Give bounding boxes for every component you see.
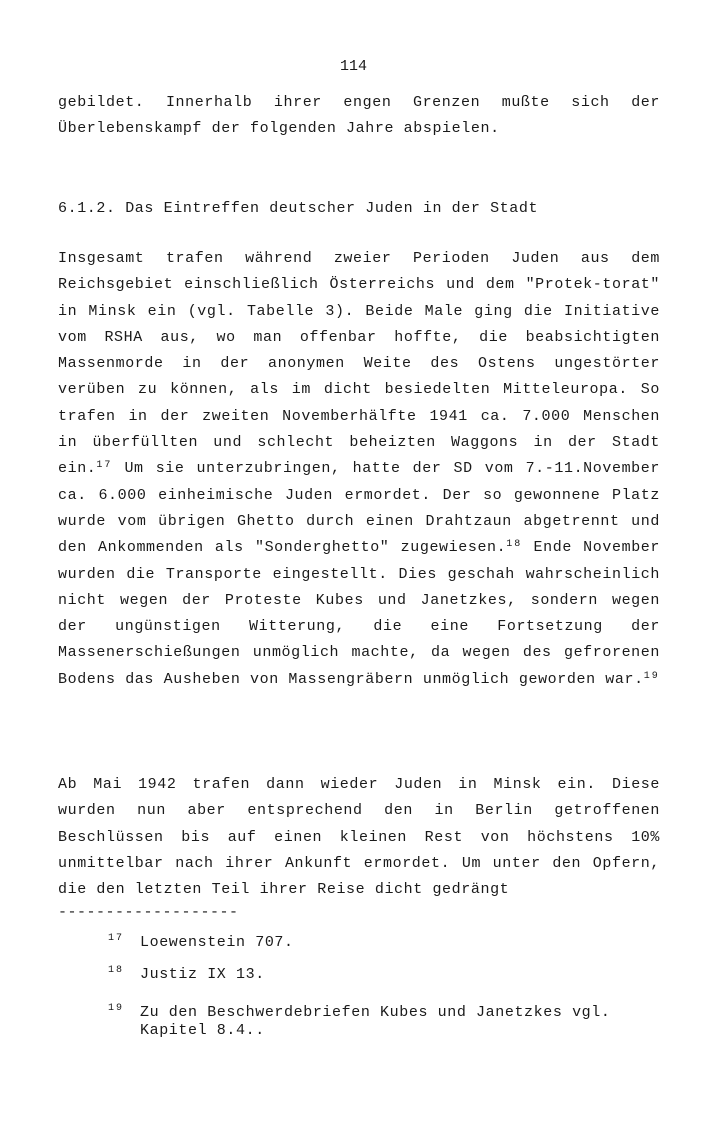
paragraph-may-1942: Ab Mai 1942 trafen dann wieder Juden in Minsk ein. Diese wurden nun aber entsprechend den in Berlin getroffenen Beschlüssen bis auf einen kleinen Rest von höchstens 10% unmittelbar nach ihrer Ankunft ermordet. Um unter den Opfern, die den letzten Teil ihrer Reise dicht gedrängt	[58, 776, 660, 899]
paragraph-text-1: Insgesamt trafen während zweier Perioden Juden aus dem Reichsgebiet einschließlich Österreichs und dem "Protek-torat" in Minsk ein (vgl. Tabelle 3). Beide Male ging die Initiative vom RSHA aus, wo man offenbar hoffte, die beabsichtigten Massenmorde in der anonymen Weite des Ostens ungestörter verüben zu können, als im dicht besiedelten Mitteleuropa. So trafen in der zweiten Novemberhälfte 1941 ca. 7.000 Menschen in überfüllten und schlecht beheizten Waggons in der Stadt ein.	[58, 250, 660, 478]
footnote-text: Justiz IX 13.	[140, 966, 265, 983]
paragraph-text-3: Ende November wurden die Transporte eingestellt. Dies geschah wahrscheinlich nicht wegen der Proteste Kubes und Janetzkes, sondern wegen der ungünstigen Witterung, die eine Fortsetzung der Massenerschießungen unmöglich machte, da wegen des gefrorenen Bodens das Ausheben von Massengräbern unmöglich geworden war.	[58, 539, 660, 688]
footnote-text: Loewenstein 707.	[140, 934, 294, 951]
paragraph-text-2: Um sie unterzubringen, hatte der SD vom 7.-11.November ca. 6.000 einheimische Juden ermordet. Der so gewonnene Platz wurde vom übrigen Ghetto durch einen Drahtzaun abgetrennt und den Ankommenden als "Sonderghetto" zugewiesen.	[58, 460, 660, 557]
footnote-17	[108, 934, 660, 952]
footnote-ref-19: 19	[643, 670, 660, 682]
section-heading: 6.1.2. Das Eintreffen deutscher Juden in der Stadt	[58, 200, 539, 217]
footnote-18	[108, 966, 660, 984]
footnote-mark: 17	[108, 933, 125, 944]
footnote-ref-17: 17	[96, 460, 113, 472]
footnote-text: Zu den Beschwerdebriefen Kubes und Janetzkes vgl. Kapitel 8.4..	[140, 1004, 611, 1039]
page-number: 114	[339, 58, 367, 75]
footnote-mark: 18	[108, 965, 125, 976]
footnote-ref-18: 18	[506, 539, 523, 551]
footnote-separator: -------------------	[58, 904, 239, 921]
paragraph-continuation: gebildet. Innerhalb ihrer engen Grenzen mußte sich der Überlebenskampf der folgenden Jahre abspielen.	[58, 94, 660, 138]
footnote-mark: 19	[108, 1003, 125, 1014]
footnote-19	[108, 1004, 660, 1040]
paragraph-main	[58, 246, 660, 693]
